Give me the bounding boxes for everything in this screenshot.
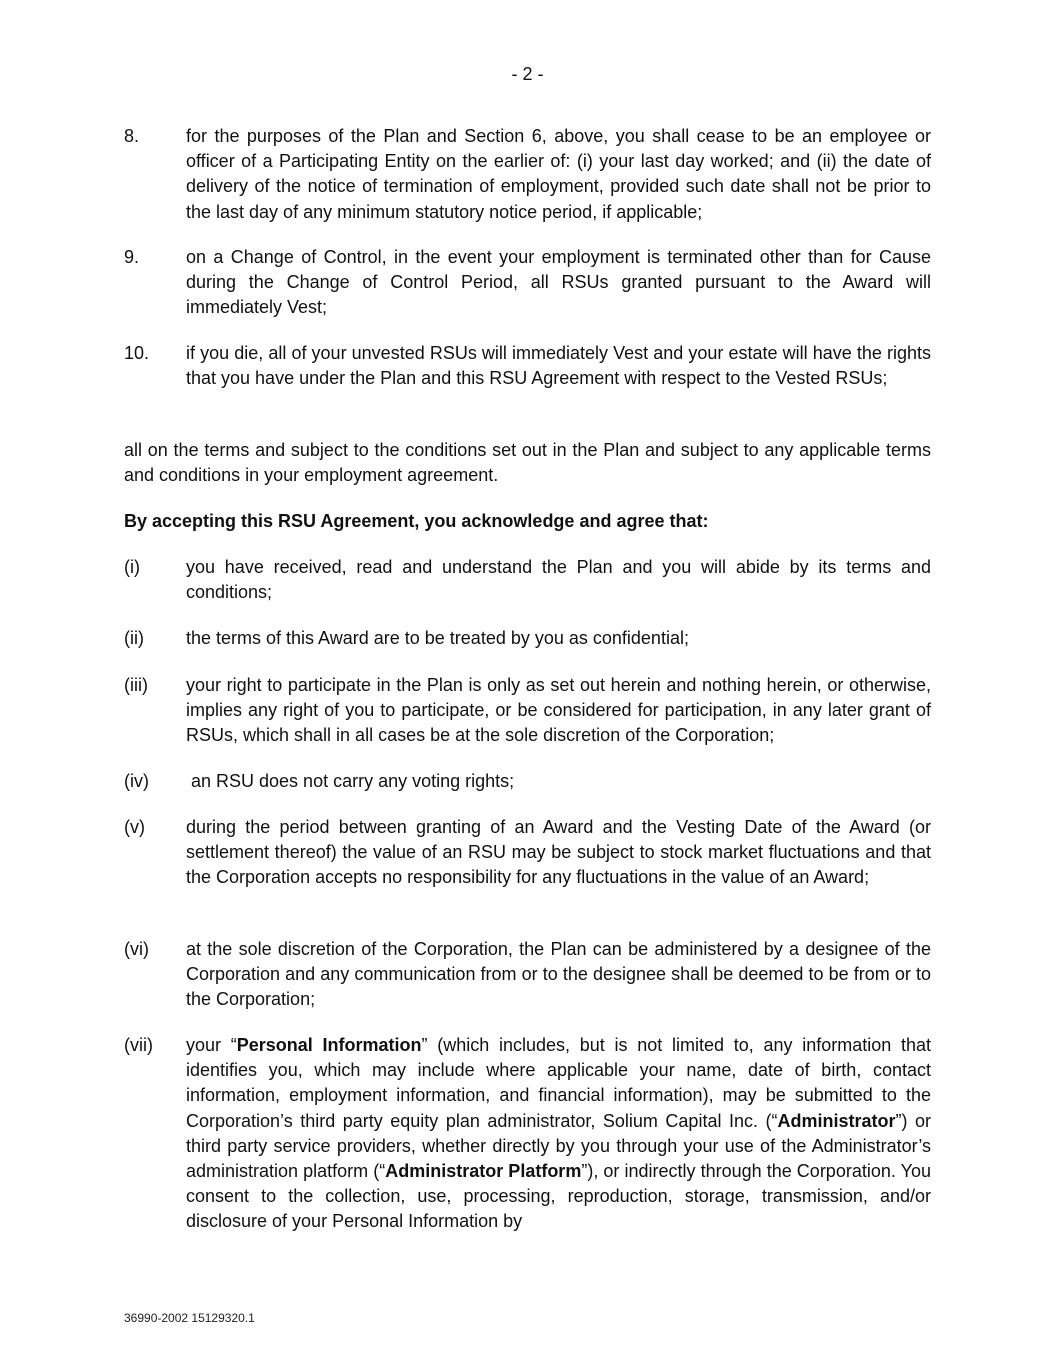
item-text: during the period between granting of an Award and the Vesting Date of the Award (or settlement thereof) the value of an RSU may be subject to stock market fluctuations and that the Corporation accepts no responsibility for any fluctuations in the value of an Award; [186,817,931,888]
item-label: (vi) [124,939,149,959]
item-text: you have received, read and understand the Plan and you will abide by its terms and conditions; [186,557,931,603]
footer-doc-id: 36990-2002 15129320.1 [124,1311,255,1325]
item-label: 8. [124,126,140,146]
page-number: - 2 - [511,64,544,84]
ack-item-iv [124,769,931,794]
item-label: (ii) [124,628,144,648]
numbered-item-10 [124,341,931,391]
item-label: (v) [124,817,145,837]
defined-term-administrator-platform: Administrator Platform [385,1161,582,1182]
text-segment: ”), or indirectly through the Corporation. You consent to the collection, use, processing, reproduction, storage, transmission, and/or disclosure of your Personal Information by [186,1161,931,1232]
item-text: your right to participate in the Plan is only as set out herein and nothing herein, or otherwise, implies any right of you to participate, or be considered for participation, in any later grant of RSUs, which shall in all cases be at the sole discretion of the Corporation; [186,675,931,746]
ack-item-ii [124,626,931,651]
item-label: 10. [124,343,150,363]
item-label: (i) [124,557,140,577]
item-text: on a Change of Control, in the event your employment is terminated other than for Cause during the Change of Control Period, all RSUs granted pursuant to the Award will immediately Vest; [186,247,931,318]
acknowledgement-heading: By accepting this RSU Agreement, you acknowledge and agree that: [124,511,709,531]
ack-item-vi [124,937,931,1013]
item-text [186,1033,931,1235]
ack-item-v [124,815,931,891]
item-text: the terms of this Award are to be treated by you as confidential; [186,628,689,648]
item-label: (iii) [124,675,148,695]
item-label: 9. [124,247,140,267]
defined-term-personal-information: Personal Information [236,1035,422,1055]
text-segment: your “ [186,1035,237,1055]
item-label: (iv) [124,771,149,791]
numbered-item-8 [124,124,931,225]
text-segment: ”) or third party service providers, whether directly by you through your use of the Administrator’s administration platform (“ [186,1110,931,1182]
defined-term-administrator: Administrator [777,1110,896,1131]
closing-paragraph: all on the terms and subject to the conditions set out in the Plan and subject to any applicable terms and conditions in your employment agreement. [124,440,931,486]
item-text: at the sole discretion of the Corporation, the Plan can be administered by a designee of the Corporation and any communication from or to the designee shall be deemed to be from or to the Corporation; [186,939,931,1010]
ack-item-iii [124,673,931,749]
item-text: if you die, all of your unvested RSUs will immediately Vest and your estate will have the rights that you have under the Plan and this RSU Agreement with respect to the Vested RSUs; [186,343,931,389]
numbered-item-9 [124,245,931,321]
ack-item-i [124,555,931,605]
item-text: an RSU does not carry any voting rights; [186,771,515,791]
ack-item-vii [124,1033,931,1235]
text-segment: ” (which includes, but is not limited to, any information that identifies you, which may include where applicable your name, date of birth, contact information, employment information, and financial information), may be submitted to the Corporation’s third party equity plan administrator, Solium Capital Inc. (“ [186,1035,932,1131]
item-text: for the purposes of the Plan and Section 6, above, you shall cease to be an employee or officer of a Participating Entity on the earlier of: (i) your last day worked; and (ii) the date of delivery of the notice of termination of employment, provided such date shall not be prior to the last day of any minimum statutory notice period, if applicable; [186,126,931,222]
item-label: (vii) [124,1035,153,1055]
